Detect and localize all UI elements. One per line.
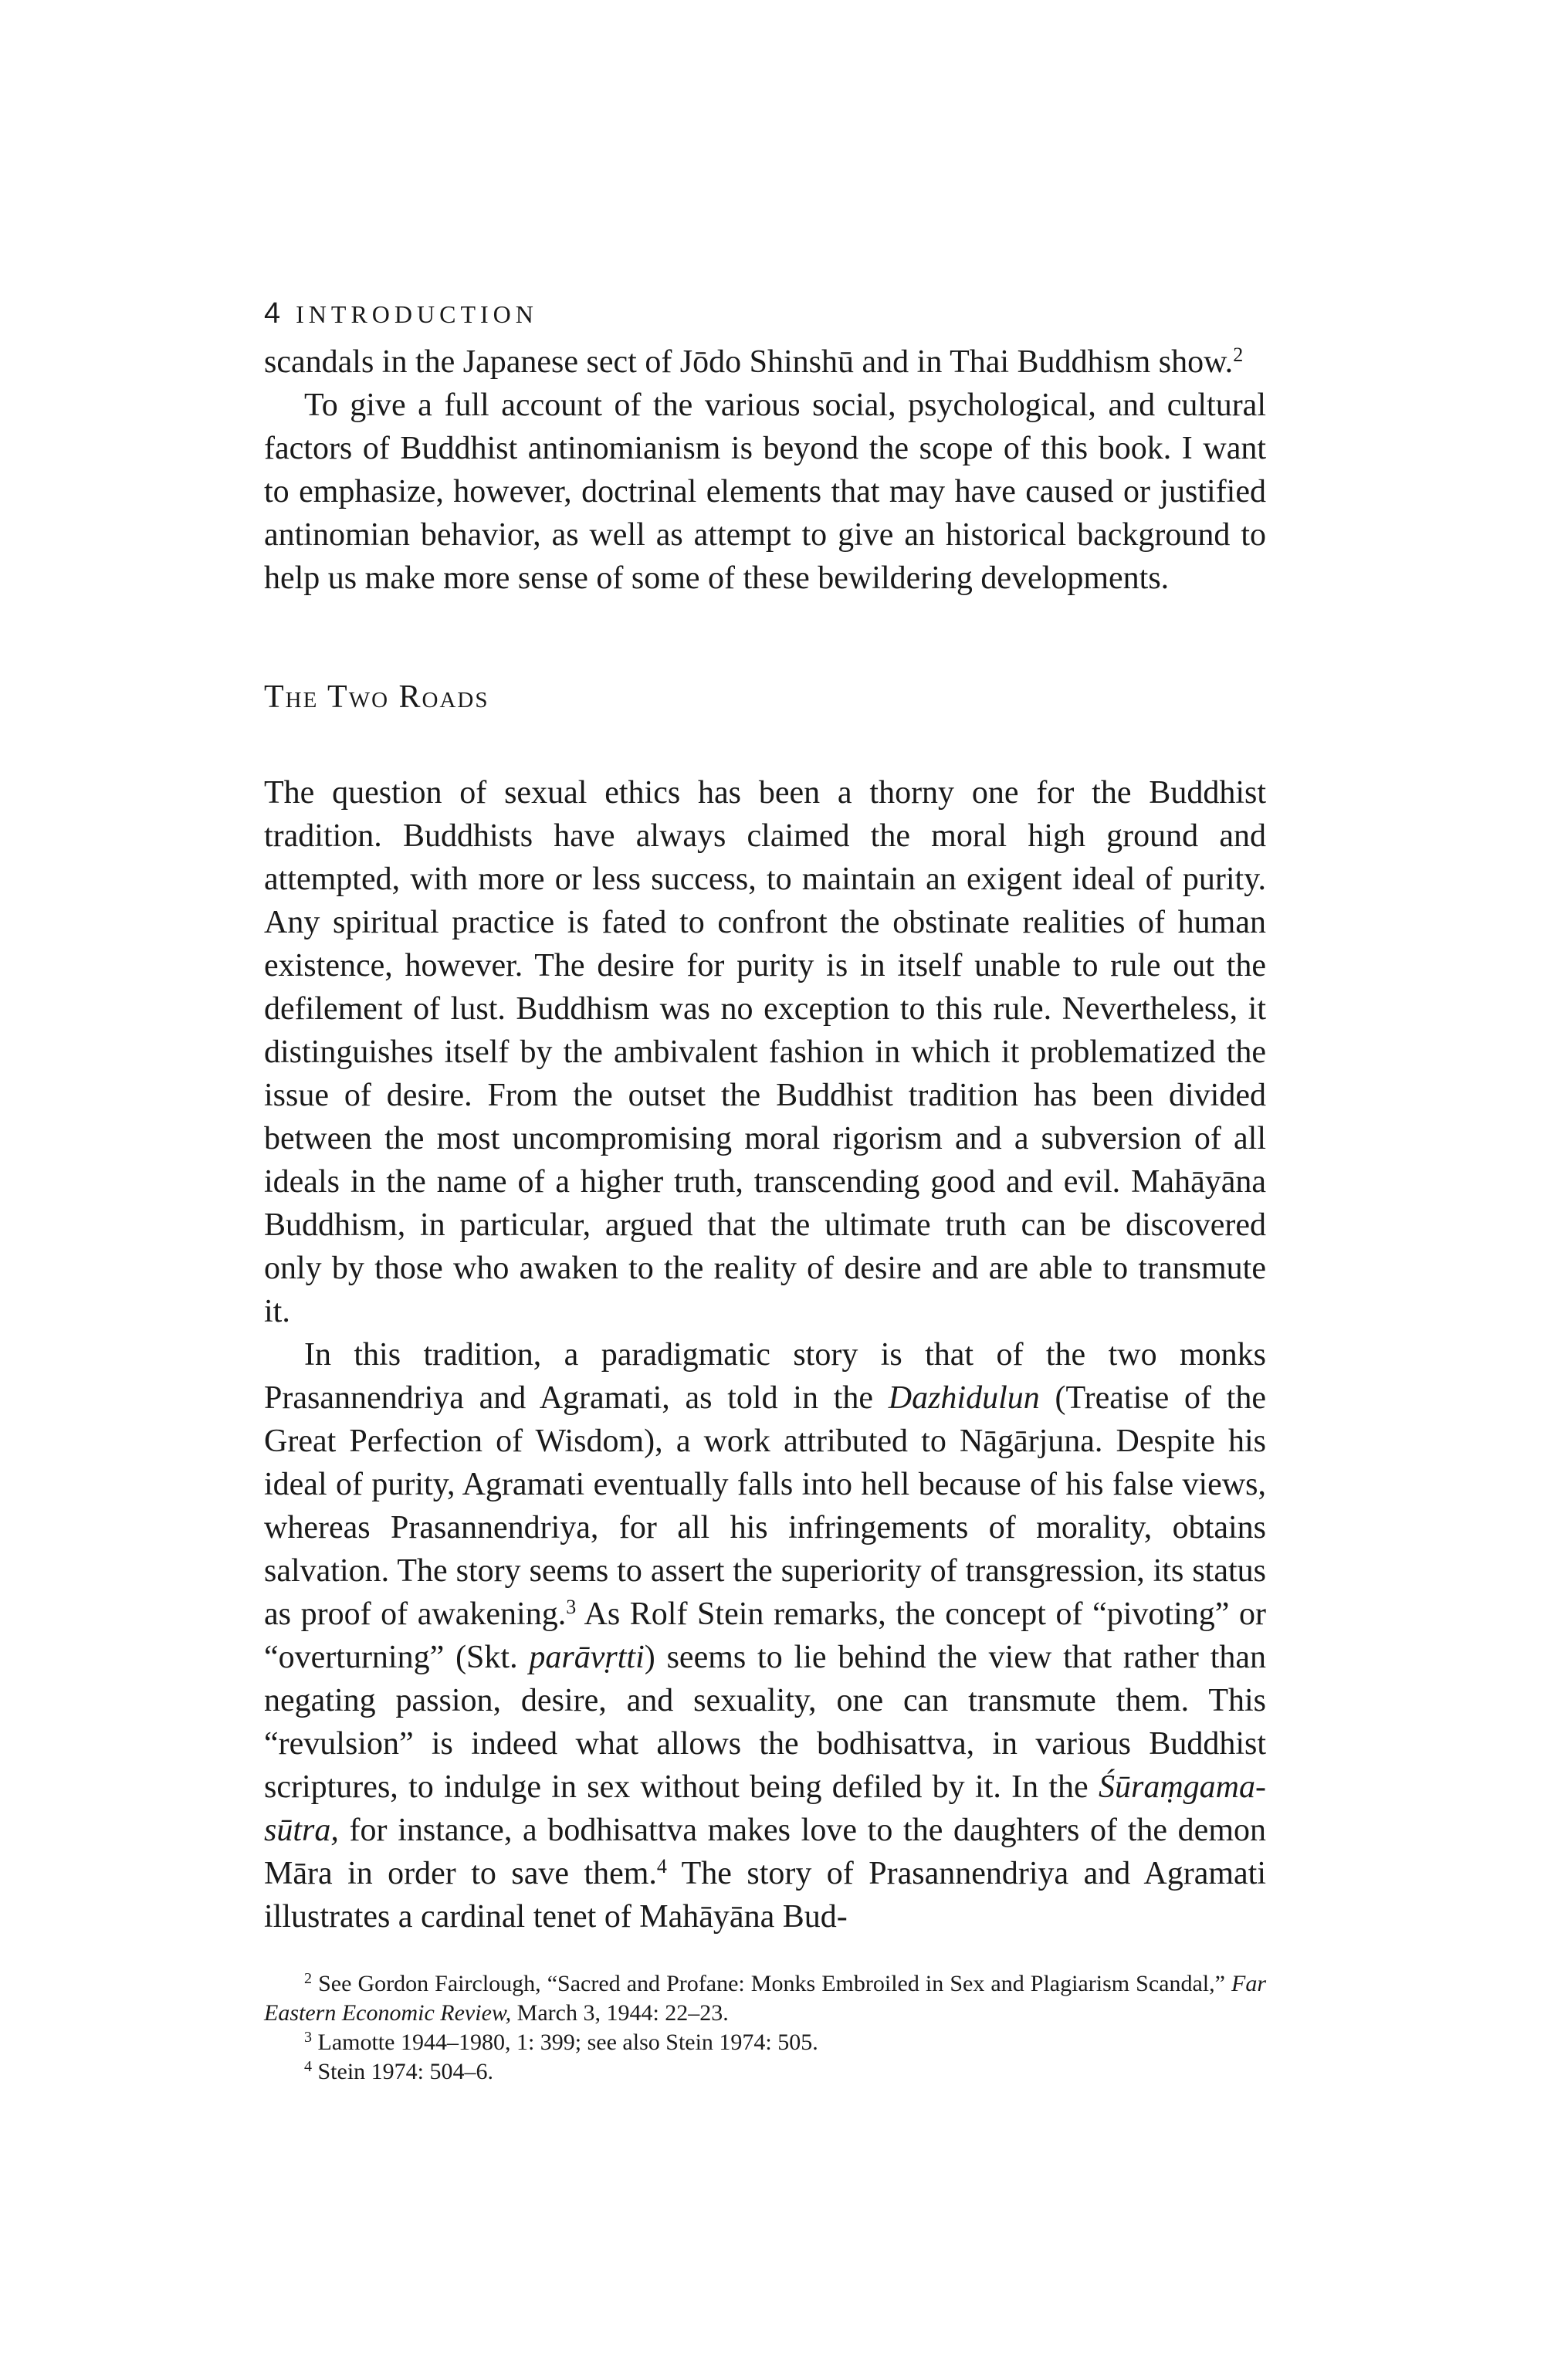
footnote-2-text-a: See Gordon Fairclough, “Sacred and Profane: Monks Embroiled in Sex and Plagiarism Scandal,”	[318, 1971, 1232, 1996]
footnote-separator	[264, 1938, 1266, 1969]
book-page	[264, 297, 1266, 2087]
title-suramgama-sutra: Śūraṃgama-sūtra,	[264, 1769, 1266, 1848]
term-paravrtti: parāvṛtti	[529, 1640, 645, 1675]
note-ref-3: 3	[566, 1596, 577, 1618]
footnote-3-number: 3	[304, 2029, 312, 2046]
page-number: 4	[264, 297, 281, 330]
footnote-4-number: 4	[304, 2058, 312, 2075]
footnotes	[264, 1969, 1266, 2087]
paragraph-4-part-5: for instance, a bodhisattva makes love to the daughters of the demon Māra in order to save them.	[264, 1813, 1266, 1891]
paragraph-4-part-2: (Treatise of the Great Perfection of Wisdom), a work attributed to Nāgārjuna. Despite his ideal of purity, Agramati eventually falls into hell because of his false views, whereas Prasannendriya, for all his infringements of morality, obtains salvation. The story seems to assert the superiority of transgression, its status as proof of awakening.	[264, 1380, 1266, 1632]
section-heading: The Two Roads	[264, 679, 489, 715]
running-head	[264, 297, 1266, 330]
paragraph-4-part-6: The story of Prasannendriya and Agramati illustrates a cardinal tenet of Mahāyāna Bud-	[264, 1856, 1266, 1935]
note-ref-4: 4	[656, 1855, 667, 1877]
paragraph-3: The question of sexual ethics has been a thorny one for the Buddhist tradition. Buddhists have always claimed the moral high ground and attempted, with more or less success, to maintain an exigent ideal of purity. Any spiritual practice is fated to confront the obstinate realities of human existence, however. The desire for purity is in itself unable to rule out the defilement of lust. Buddhism was no exception to this rule. Nevertheless, it distinguishes itself by the ambivalent fashion in which it problematized the issue of desire. From the outset the Buddhist tradition has been divided between the most uncompromising moral rigorism and a subversion of all ideals in the name of a higher truth, transcending good and evil. Mahāyāna Buddhism, in particular, argued that the ultimate truth can be discovered only by those who awaken to the reality of desire and are able to transmute it.	[264, 775, 1266, 1329]
footnote-3-text: Lamotte 1944–1980, 1: 399; see also Stein 1974: 505.	[317, 2030, 818, 2055]
paragraph-4-part-4: ) seems to lie behind the view that rather than negating passion, desire, and sexuality, one can transmute them. This “revulsion” is indeed what allows the bodhisattva, in various Buddhist scriptures, to indulge in sex without being defiled by it. In the	[264, 1640, 1266, 1805]
title-dazhidulun: Dazhidulun	[888, 1380, 1040, 1416]
footnote-2	[264, 1969, 1266, 2028]
footnote-4	[264, 2057, 1266, 2087]
paragraph-1-text: scandals in the Japanese sect of Jōdo Shinshū and in Thai Buddhism show.	[264, 344, 1234, 380]
footnote-3	[264, 2028, 1266, 2057]
paragraph-1	[264, 340, 1266, 384]
footnote-2-number: 2	[304, 1970, 312, 1987]
footnote-4-text: Stein 1974: 504–6.	[317, 2059, 494, 2084]
note-ref-2: 2	[1233, 344, 1244, 366]
footnote-2-journal: Far Eastern Economic Review,	[264, 1971, 1267, 2026]
running-title: INTRODUCTION	[296, 300, 538, 328]
paragraph-4-part-3: As Rolf Stein remarks, the concept of “pivoting” or “overturning” (Skt.	[264, 1596, 1266, 1675]
paragraph-2: To give a full account of the various social, psychological, and cultural factors of Buddhist antinomianism is beyond the scope of this book. I want to emphasize, however, doctrinal elements that may have caused or justified antinomian behavior, as well as attempt to give an historical background to help us make more sense of some of these bewildering developments.	[264, 388, 1266, 596]
footnote-2-text-b: March 3, 1944: 22–23.	[511, 2000, 729, 2026]
paragraph-4	[264, 1333, 1266, 1938]
paragraph-4-part-1: In this tradition, a paradigmatic story is that of the two monks Prasannendriya and Agramati, as told in the	[264, 1337, 1266, 1416]
